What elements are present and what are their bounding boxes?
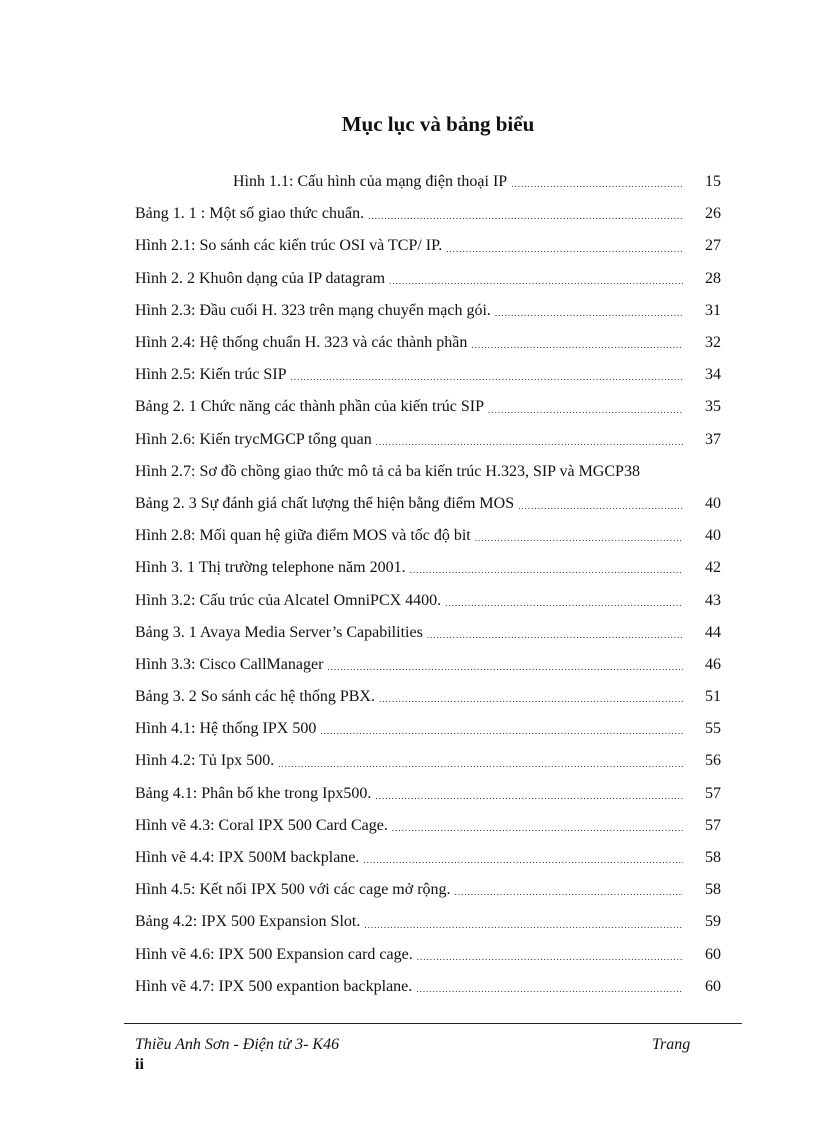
toc-leader xyxy=(471,340,683,359)
toc-entry[interactable] xyxy=(135,745,745,777)
toc-entry[interactable] xyxy=(135,617,745,649)
toc-leader xyxy=(375,791,683,810)
toc-entry-label: Hình 2.5: Kiến trúc SIP xyxy=(135,366,287,384)
toc-entry-page: 56 xyxy=(705,752,721,770)
toc-entry-label: Hình 1.1: Cấu hình của mạng điện thoại IP xyxy=(233,173,508,191)
toc-entry-label: Bảng 4.2: IPX 500 Expansion Slot. xyxy=(135,913,361,931)
toc-entry[interactable] xyxy=(135,681,745,713)
toc-entry-label: Hình 3.2: Cấu trúc của Alcatel OmniPCX 4400. xyxy=(135,591,442,609)
toc-entry-label: Hình 4.5: Kết nối IPX 500 với các cage mở rộng. xyxy=(135,881,451,899)
toc-entry-page: 40 xyxy=(705,494,721,512)
toc-entry[interactable] xyxy=(135,488,745,520)
toc-entry[interactable] xyxy=(135,971,745,1003)
toc-entry-page: 42 xyxy=(705,559,721,577)
toc-entry-page: 57 xyxy=(705,784,721,802)
toc-leader xyxy=(416,984,683,1003)
toc-entry-label: Bảng 3. 1 Avaya Media Server’s Capabilities xyxy=(135,623,423,641)
toc-entry-label: Hình 2.6: Kiến trycMGCP tổng quan xyxy=(135,430,372,448)
toc-entry[interactable] xyxy=(135,874,745,906)
toc-leader xyxy=(320,726,683,745)
toc-entry-label: Bảng 3. 2 So sánh các hệ thống PBX. xyxy=(135,688,375,706)
toc-entry-page: 34 xyxy=(705,366,721,384)
toc-entry[interactable] xyxy=(135,520,745,552)
toc-entry-label: Bảng 4.1: Phân bố khe trong Ipx500. xyxy=(135,784,372,802)
toc-leader xyxy=(417,952,683,971)
toc-entry[interactable] xyxy=(135,456,745,488)
toc-entry[interactable] xyxy=(135,713,745,745)
toc-entry-label: Hình 2.8: Mối quan hệ giữa điểm MOS và tốc độ bit xyxy=(135,527,471,545)
toc-entry-page: 35 xyxy=(705,398,721,416)
toc-entry-page: 15 xyxy=(705,173,721,191)
toc-entry[interactable] xyxy=(135,939,745,971)
toc-leader xyxy=(278,759,683,778)
toc-leader xyxy=(488,405,683,424)
toc-entry-label: Hình 2. 2 Khuôn dạng của IP datagram xyxy=(135,269,386,287)
toc-entry-page: 31 xyxy=(705,301,721,319)
toc-leader xyxy=(364,920,683,939)
toc-entry[interactable] xyxy=(135,359,745,391)
toc-entry-page: 37 xyxy=(705,430,721,448)
toc-entry-page: 28 xyxy=(705,269,721,287)
toc-leader xyxy=(376,437,683,456)
toc-entry-label: Hình 4.1: Hệ thống IPX 500 xyxy=(135,720,317,738)
toc-leader xyxy=(389,276,683,295)
toc-entry-page: 55 xyxy=(705,720,721,738)
toc-entry-page: 26 xyxy=(705,205,721,223)
toc-entry-label: Bảng 2. 3 Sự đánh giá chất lượng thể hiện bằng điểm MOS xyxy=(135,494,515,512)
toc-entry-label: Hình 4.2: Tủ Ipx 500. xyxy=(135,752,275,770)
toc-entry-page: 40 xyxy=(705,527,721,545)
toc-entry[interactable] xyxy=(135,198,745,230)
toc-entry-label: Hình 3.3: Cisco CallManager xyxy=(135,655,324,673)
toc-leader xyxy=(518,501,683,520)
toc-leader xyxy=(511,179,683,198)
toc-entry-page: 43 xyxy=(705,591,721,609)
toc-entry[interactable] xyxy=(135,584,745,616)
toc-entry-page: 60 xyxy=(705,977,721,995)
toc-entry-label: Hình vẽ 4.7: IPX 500 expantion backplane. xyxy=(135,977,413,995)
toc-entry-label: Bảng 1. 1 : Một số giao thức chuẩn. xyxy=(135,205,365,223)
toc-entry[interactable] xyxy=(135,906,745,938)
toc-leader xyxy=(455,887,683,906)
toc-entry[interactable] xyxy=(135,295,745,327)
table-of-contents xyxy=(135,166,745,1003)
toc-entry[interactable] xyxy=(135,552,745,584)
toc-leader xyxy=(327,662,683,681)
toc-entry[interactable] xyxy=(135,327,745,359)
toc-entry-page: 44 xyxy=(705,623,721,641)
toc-leader xyxy=(495,308,683,327)
toc-entry[interactable] xyxy=(135,230,745,262)
toc-leader xyxy=(445,598,683,617)
toc-entry-label: Hình vẽ 4.3: Coral IPX 500 Card Cage. xyxy=(135,816,388,834)
toc-entry[interactable] xyxy=(135,391,745,423)
toc-leader xyxy=(291,372,683,391)
toc-entry-label: Hình 2.7: Sơ đồ chồng giao thức mô tả cả ba kiến trúc H.323, SIP và MGCP xyxy=(135,462,624,480)
toc-entry-page: 51 xyxy=(705,688,721,706)
page-title: Mục lục và bảng biểu xyxy=(341,112,535,136)
toc-entry-page: 59 xyxy=(705,913,721,931)
toc-leader xyxy=(379,694,683,713)
footer-page-number: ii xyxy=(135,1056,144,1073)
toc-leader xyxy=(368,211,683,230)
toc-entry-page: 32 xyxy=(705,334,721,352)
toc-entry-page: 60 xyxy=(705,945,721,963)
toc-entry-page: 38 xyxy=(623,462,640,480)
toc-leader xyxy=(363,855,683,874)
footer-rule xyxy=(124,1023,742,1024)
toc-entry-label: Hình 2.4: Hệ thống chuẩn H. 323 và các thành phần xyxy=(135,334,468,352)
toc-entry[interactable] xyxy=(135,263,745,295)
toc-leader xyxy=(427,630,683,649)
toc-entry[interactable] xyxy=(135,778,745,810)
toc-leader xyxy=(446,244,683,263)
toc-entry[interactable] xyxy=(135,166,745,198)
toc-entry-page: 58 xyxy=(705,881,721,899)
footer-author: Thiều Anh Sơn - Điện tử 3- K46 xyxy=(135,1036,340,1053)
toc-entry[interactable] xyxy=(135,649,745,681)
toc-entry-label: Bảng 2. 1 Chức năng các thành phần của kiến trúc SIP xyxy=(135,398,485,416)
toc-entry-page: 46 xyxy=(705,655,721,673)
toc-leader xyxy=(475,533,683,552)
toc-entry[interactable] xyxy=(135,424,745,456)
toc-entry-label: Hình 2.1: So sánh các kiến trúc OSI và TCP/ IP. xyxy=(135,237,443,255)
footer-trang-label: Trang xyxy=(652,1036,691,1053)
toc-leader xyxy=(410,565,683,584)
toc-entry[interactable] xyxy=(135,810,745,842)
toc-entry-page: 27 xyxy=(705,237,721,255)
toc-entry-label: Hình vẽ 4.6: IPX 500 Expansion card cage. xyxy=(135,945,413,963)
toc-leader xyxy=(392,823,683,842)
toc-entry[interactable] xyxy=(135,842,745,874)
toc-entry-label: Hình 2.3: Đầu cuối H. 323 trên mạng chuyển mạch gói. xyxy=(135,301,491,319)
toc-entry-label: Hình vẽ 4.4: IPX 500M backplane. xyxy=(135,849,360,867)
toc-entry-label: Hình 3. 1 Thị trường telephone năm 2001. xyxy=(135,559,406,577)
toc-entry-page: 57 xyxy=(705,816,721,834)
toc-entry-page: 58 xyxy=(705,849,721,867)
